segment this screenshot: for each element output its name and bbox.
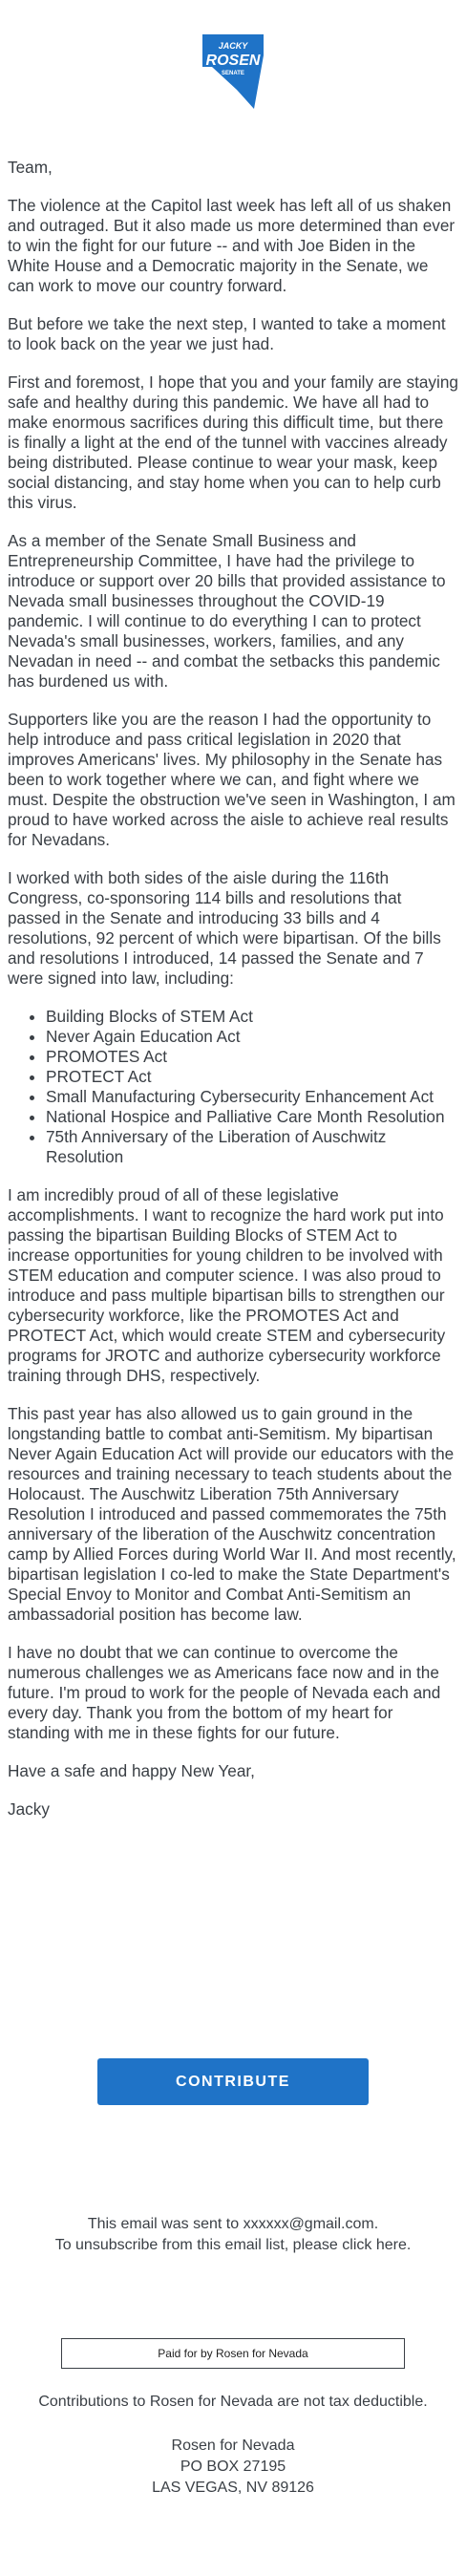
logo-sub-text: SENATE: [222, 71, 244, 76]
paragraph: Supporters like you are the reason I had the opportunity to help introduce and pass critical legislation in 2020 that improves Americans' lives. My philosophy in the Senate has been to work together where we can, and fight where we must. Despite the obstruction we've seen in Washington, I am proud to have worked across the aisle to achieve real results for Nevadans.: [8, 710, 455, 849]
contribute-button[interactable]: CONTRIBUTE: [97, 2058, 369, 2105]
bill-item: • National Hospice and Palliative Care Month Resolution: [46, 1107, 458, 1127]
address-city: LAS VEGAS, NV 89126: [152, 2480, 314, 2496]
bill-item: • PROTECT Act: [46, 1067, 458, 1087]
recipient-email: xxxxxx@gmail.com: [243, 2216, 374, 2232]
greeting: Team,: [8, 158, 53, 177]
unsubscribe-link[interactable]: click here: [342, 2237, 407, 2253]
paragraph: But before we take the next step, I wanted to take a moment to look back on the year we just had.: [8, 314, 446, 353]
bill-item: • Building Blocks of STEM Act: [46, 1007, 458, 1027]
email-body: [8, 158, 458, 1838]
paragraph: This past year has also allowed us to gain ground in the longstanding battle to combat anti-Semitism. My bipartisan Never Again Education Act will provide our educators with the resources and training necessary to teach students about the Holocaust. The Auschwitz Liberation 75th Anniversary Resolution I introduced and passed commemorates the 75th anniversary of the liberation of the Auschwitz concentration camp by Allied Forces during World War II. And most recently, bipartisan legislation I co-led to make the State Department's Special Envoy to Monitor and Combat Anti-Semitism an ambassadorial position has become law.: [8, 1404, 456, 1624]
bill-item: • 75th Anniversary of the Liberation of Auschwitz Resolution: [46, 1127, 458, 1167]
paragraph: As a member of the Senate Small Business and Entrepreneurship Committee, I have had the privilege to introduce or support over 20 bills that provided assistance to Nevada small businesses throughout the COVID-19 pandemic. I will continue to do everything I can to protect Nevada's small businesses, workers, families, and any Nevadan in need -- and combat the setbacks this pandemic has burdened us with.: [8, 531, 446, 691]
address-box: PO BOX 27195: [180, 2459, 286, 2475]
unsubscribe-line: To unsubscribe from this email list, please click here.: [54, 2237, 412, 2253]
bill-item: • Small Manufacturing Cybersecurity Enhancement Act: [46, 1087, 458, 1107]
logo-main-text: ROSEN: [205, 53, 261, 69]
paid-for-box: Paid for by Rosen for Nevada: [61, 2338, 405, 2369]
bill-item: • Never Again Education Act: [46, 1027, 458, 1047]
address-name: Rosen for Nevada: [171, 2438, 295, 2454]
bills-list: [8, 1007, 458, 1167]
paragraph: First and foremost, I hope that you and your family are staying safe and healthy during this pandemic. We have all had to make enormous sacrifices during this difficult time, but there is finally a light at the end of the tunnel with vaccines already being distributed. Please continue to wear your mask, keep social distancing, and stay home when you can to help curb this virus.: [8, 373, 458, 512]
sent-to-line: This email was sent to xxxxxx@gmail.com.: [87, 2216, 379, 2232]
paragraph: The violence at the Capitol last week has left all of us shaken and outraged. But it also made us more determined than ever to win the fight for our future -- and with Joe Biden in the White House and a Democratic majority in the Senate, we can work to move our country forward.: [8, 196, 455, 295]
not-deductible-note: Contributions to Rosen for Nevada are not tax deductible.: [38, 2394, 428, 2410]
paragraph: I am incredibly proud of all of these legislative accomplishments. I want to recognize the hard work put into passing the bipartisan Building Blocks of STEM Act to increase opportunities for young children to be involved with STEM education and computer science. I was also proud to introduce and pass multiple bipartisan bills to strengthen our cybersecurity workforce, like the PROMOTES Act and PROTECT Act, which would create STEM and cybersecurity programs for JROTC and authorize cybersecurity workforce training through DHS, respectively.: [8, 1185, 446, 1385]
paragraph: I have no doubt that we can continue to overcome the numerous challenges we as Americans face now and in the future. I'm proud to work for the people of Nevada each and every day. Thank you from the bottom of my heart for standing with me in these fights for our future.: [8, 1643, 441, 1742]
closing: Have a safe and happy New Year,: [8, 1761, 255, 1780]
signature: Jacky: [8, 1799, 50, 1819]
logo-top-text: JACKY: [218, 41, 248, 51]
paragraph: I worked with both sides of the aisle during the 116th Congress, co-sponsoring 114 bills and resolutions that passed in the Senate and introducing 33 bills and 4 resolutions, 92 percent of which were bipartisan. Of the bills and resolutions I introduced, 14 passed the Senate and 7 were signed into law, including:: [8, 868, 441, 988]
bill-item: • PROMOTES Act: [46, 1047, 458, 1067]
jacky-rosen-logo: [195, 29, 271, 115]
